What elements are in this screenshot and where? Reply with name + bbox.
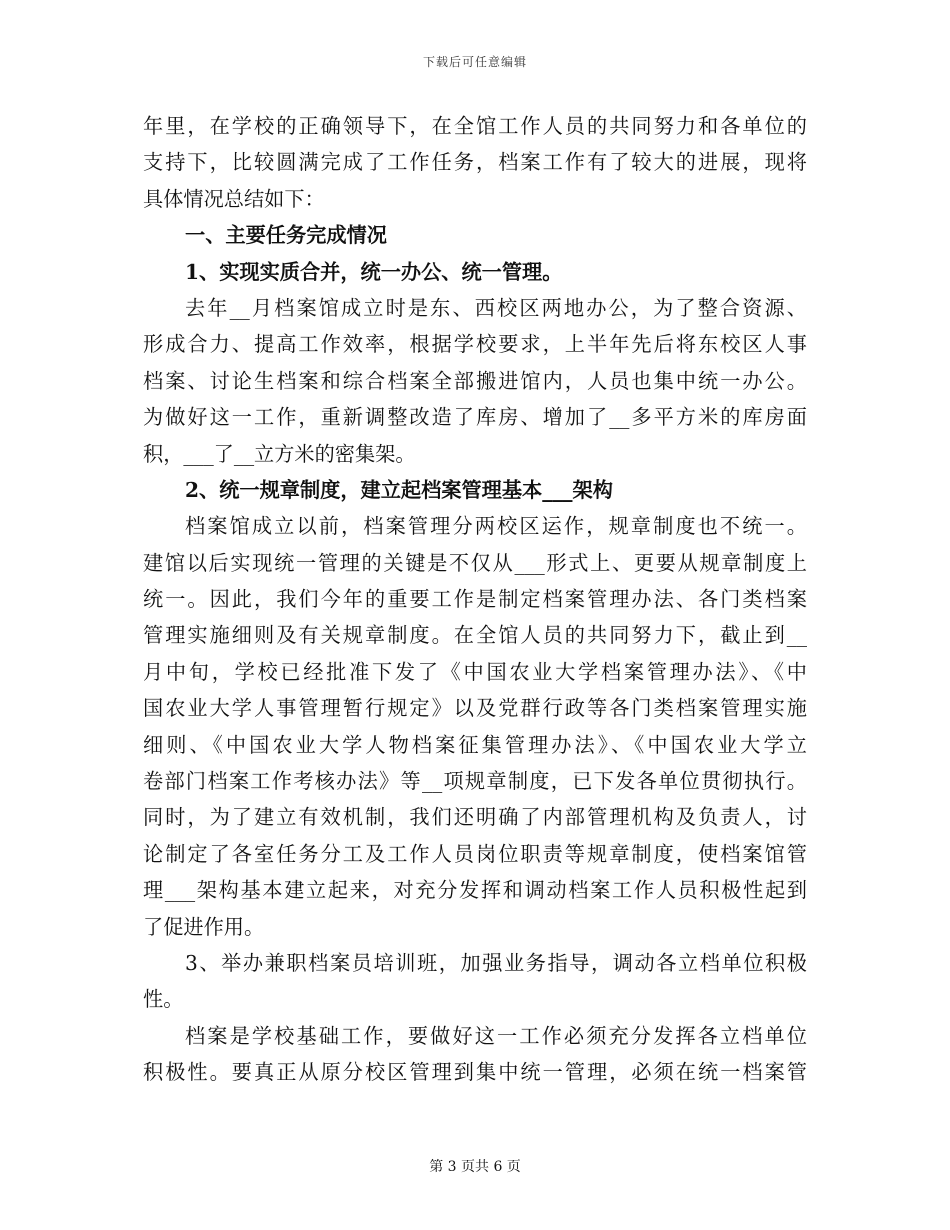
text-line: 了促进作用。 bbox=[143, 914, 265, 939]
text-line: 档案、讨论生档案和综合档案全部搬进馆内，人员也集中统一办公。 bbox=[143, 368, 807, 393]
text-line: 国农业大学人事管理暂行规定》以及党群行政等各门类档案管理实施 bbox=[143, 696, 807, 721]
text-line: 性。 bbox=[143, 987, 184, 1012]
text-line: 卷部门档案工作考核办法》等__项规章制度，已下发各单位贯彻执行。 bbox=[143, 769, 807, 794]
text-line: 建馆以后实现统一管理的关键是不仅从___形式上、更要从规章制度上 bbox=[143, 550, 807, 575]
text-line: 积极性。要真正从原分校区管理到集中统一管理，必须在统一档案管 bbox=[143, 1060, 807, 1085]
text-line: 档案是学校基础工作，要做好这一工作必须充分发挥各立档单位 bbox=[185, 1023, 807, 1048]
text-line: 论制定了各室任务分工及工作人员岗位职责等规章制度，使档案馆管 bbox=[143, 841, 807, 866]
subsection-heading: 1、实现实质合并，统一办公、统一管理。 bbox=[185, 259, 563, 284]
text-line: 3、举办兼职档案员培训班，加强业务指导，调动各立档单位积极 bbox=[185, 950, 807, 975]
text-line: 支持下，比较圆满完成了工作任务，档案工作有了较大的进展，现将 bbox=[143, 150, 807, 175]
section-heading: 一、主要任务完成情况 bbox=[185, 223, 387, 248]
text-line: 具体情况总结如下： bbox=[143, 186, 325, 211]
text-line: 月中旬，学校已经批准下发了《中国农业大学档案管理办法》、《中 bbox=[143, 659, 807, 684]
text-line: 积，___了__立方米的密集架。 bbox=[143, 441, 416, 466]
page-number: 第 3 页共 6 页 bbox=[429, 1159, 521, 1175]
text-line: 去年__月档案馆成立时是东、西校区两地办公，为了整合资源、 bbox=[185, 295, 807, 320]
text-line: 理___架构基本建立起来，对充分发挥和调动档案工作人员积极性起到 bbox=[143, 878, 807, 903]
text-line: 管理实施细则及有关规章制度。在全馆人员的共同努力下，截止到__ bbox=[143, 623, 807, 648]
text-line: 细则、《中国农业大学人物档案征集管理办法》、《中国农业大学立 bbox=[143, 732, 807, 757]
text-line: 形成合力、提高工作效率，根据学校要求，上半年先后将东校区人事 bbox=[143, 332, 807, 357]
text-line: 年里，在学校的正确领导下，在全馆工作人员的共同努力和各单位的 bbox=[143, 114, 807, 138]
document-body bbox=[143, 108, 807, 1091]
text-line: 统一。因此，我们今年的重要工作是制定档案管理办法、各门类档案 bbox=[143, 587, 807, 612]
text-line: 为做好这一工作，重新调整改造了库房、增加了__多平方米的库房面 bbox=[143, 405, 807, 430]
text-line: 同时，为了建立有效机制，我们还明确了内部管理机构及负责人，讨 bbox=[143, 805, 807, 830]
subsection-heading: 2、统一规章制度，建立起档案管理基本___架构 bbox=[185, 477, 613, 502]
text-line: 档案馆成立以前，档案管理分两校区运作，规章制度也不统一。 bbox=[185, 514, 807, 539]
page-header-note: 下载后可任意编辑 bbox=[422, 55, 527, 69]
